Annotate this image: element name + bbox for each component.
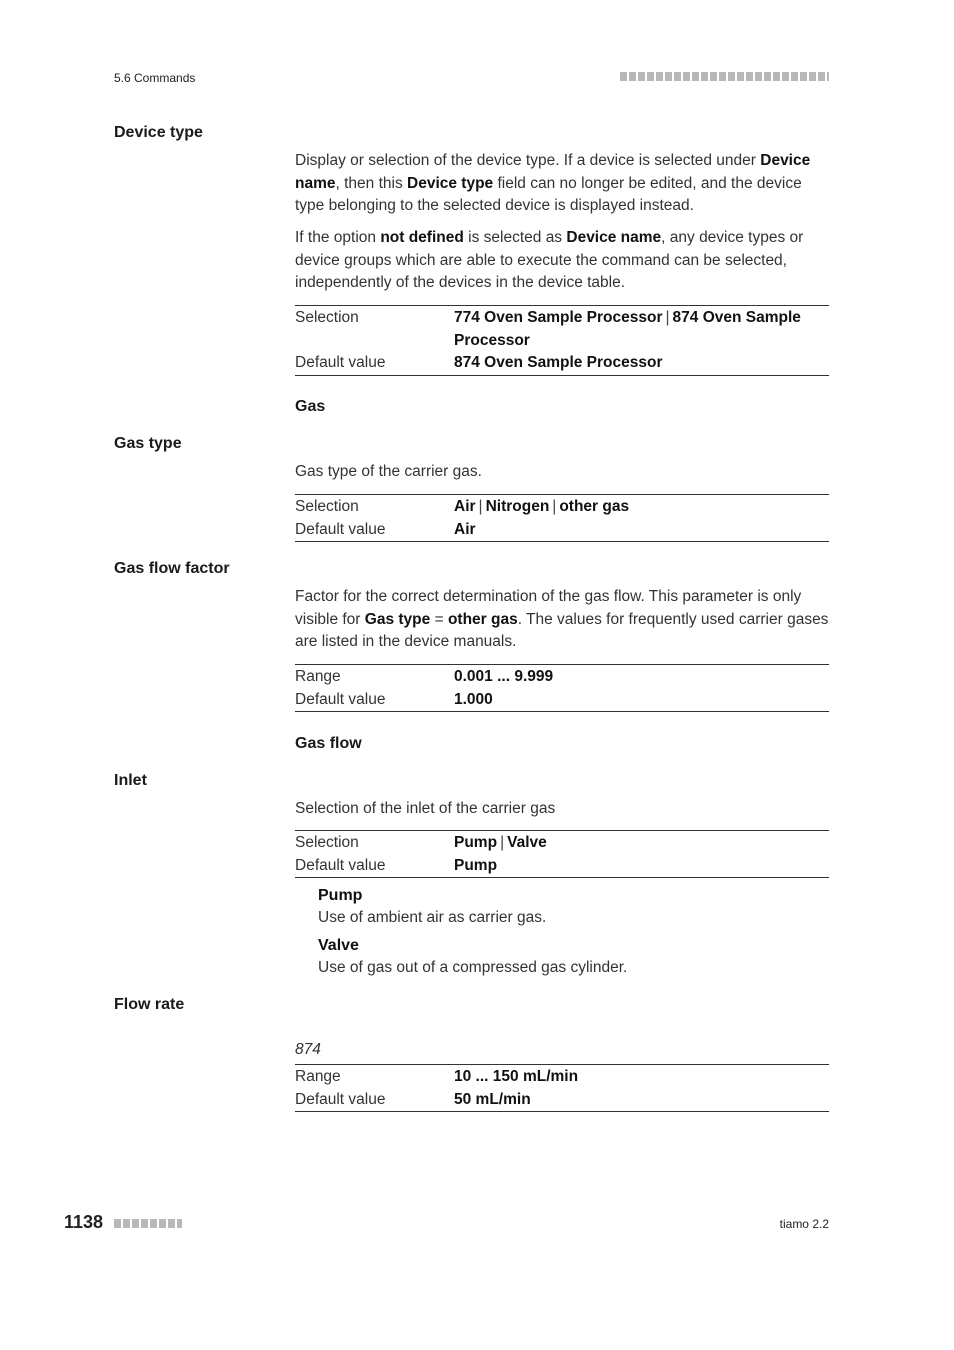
table-row: Default value 50 mL/min — [295, 1090, 531, 1108]
table-row: Selection 774 Oven Sample Processor | 874 Oven Sample Processor — [295, 309, 801, 349]
flow-rate-table — [295, 1064, 829, 1112]
flow-rate-heading: Flow rate — [114, 996, 185, 1013]
table-row: Range 0.001 ... 9.999 — [295, 668, 554, 685]
inlet-description: Selection of the inlet of the carrier gas — [295, 800, 556, 817]
table-row: Default value 1.000 — [295, 690, 493, 708]
running-header: 5.6 Commands — [114, 71, 196, 85]
gas-flow-factor-table — [295, 664, 829, 712]
gas-flow-subheading: Gas flow — [295, 735, 362, 752]
inlet-option-valve-title: Valve — [318, 937, 359, 954]
page-number: 1138 — [64, 1212, 104, 1232]
gas-flow-factor-heading: Gas flow factor — [114, 560, 230, 577]
inlet-option-pump-description: Use of ambient air as carrier gas. — [318, 909, 547, 926]
inlet-option-valve-description: Use of gas out of a compressed gas cylinder. — [318, 959, 628, 976]
product-name: tiamo 2.2 — [779, 1217, 829, 1231]
inlet-option-pump-title: Pump — [318, 887, 363, 904]
gas-flow-factor-paragraph: Factor for the correct determination of the gas flow. This parameter is only visible for Gas type = other gas. The values for frequently used carrier gases are listed in the device manuals. — [295, 588, 829, 650]
header-decoration — [620, 72, 829, 81]
table-row: Default value Pump — [295, 856, 498, 874]
gas-type-heading: Gas type — [114, 435, 182, 452]
table-row: Range 10 ... 150 mL/min — [295, 1068, 579, 1085]
table-row: Selection Air | Nitrogen | other gas — [295, 498, 630, 515]
table-row: Default value Air — [295, 520, 476, 538]
gas-type-description: Gas type of the carrier gas. — [295, 463, 482, 480]
flow-rate-device-label: 874 — [295, 1041, 321, 1058]
inlet-heading: Inlet — [114, 772, 147, 789]
device-type-paragraph-1: Display or selection of the device type. If a device is selected under Device name, then this Device type field can no longer be edited, and the device type belonging to the selected device is displayed instead. — [295, 152, 811, 214]
device-type-table — [295, 305, 829, 376]
device-type-heading: Device type — [114, 124, 203, 141]
table-row: Selection Pump | Valve — [295, 834, 547, 851]
inlet-table — [295, 830, 829, 878]
device-type-paragraph-2: If the option not defined is selected as Device name, any device types or device groups which are able to execute the command can be selected, independently of the devices in the device table. — [295, 229, 804, 291]
table-row: Default value 874 Oven Sample Processor — [295, 354, 663, 371]
gas-subheading: Gas — [295, 398, 326, 415]
footer-decoration — [114, 1219, 182, 1228]
gas-type-table — [295, 494, 829, 542]
